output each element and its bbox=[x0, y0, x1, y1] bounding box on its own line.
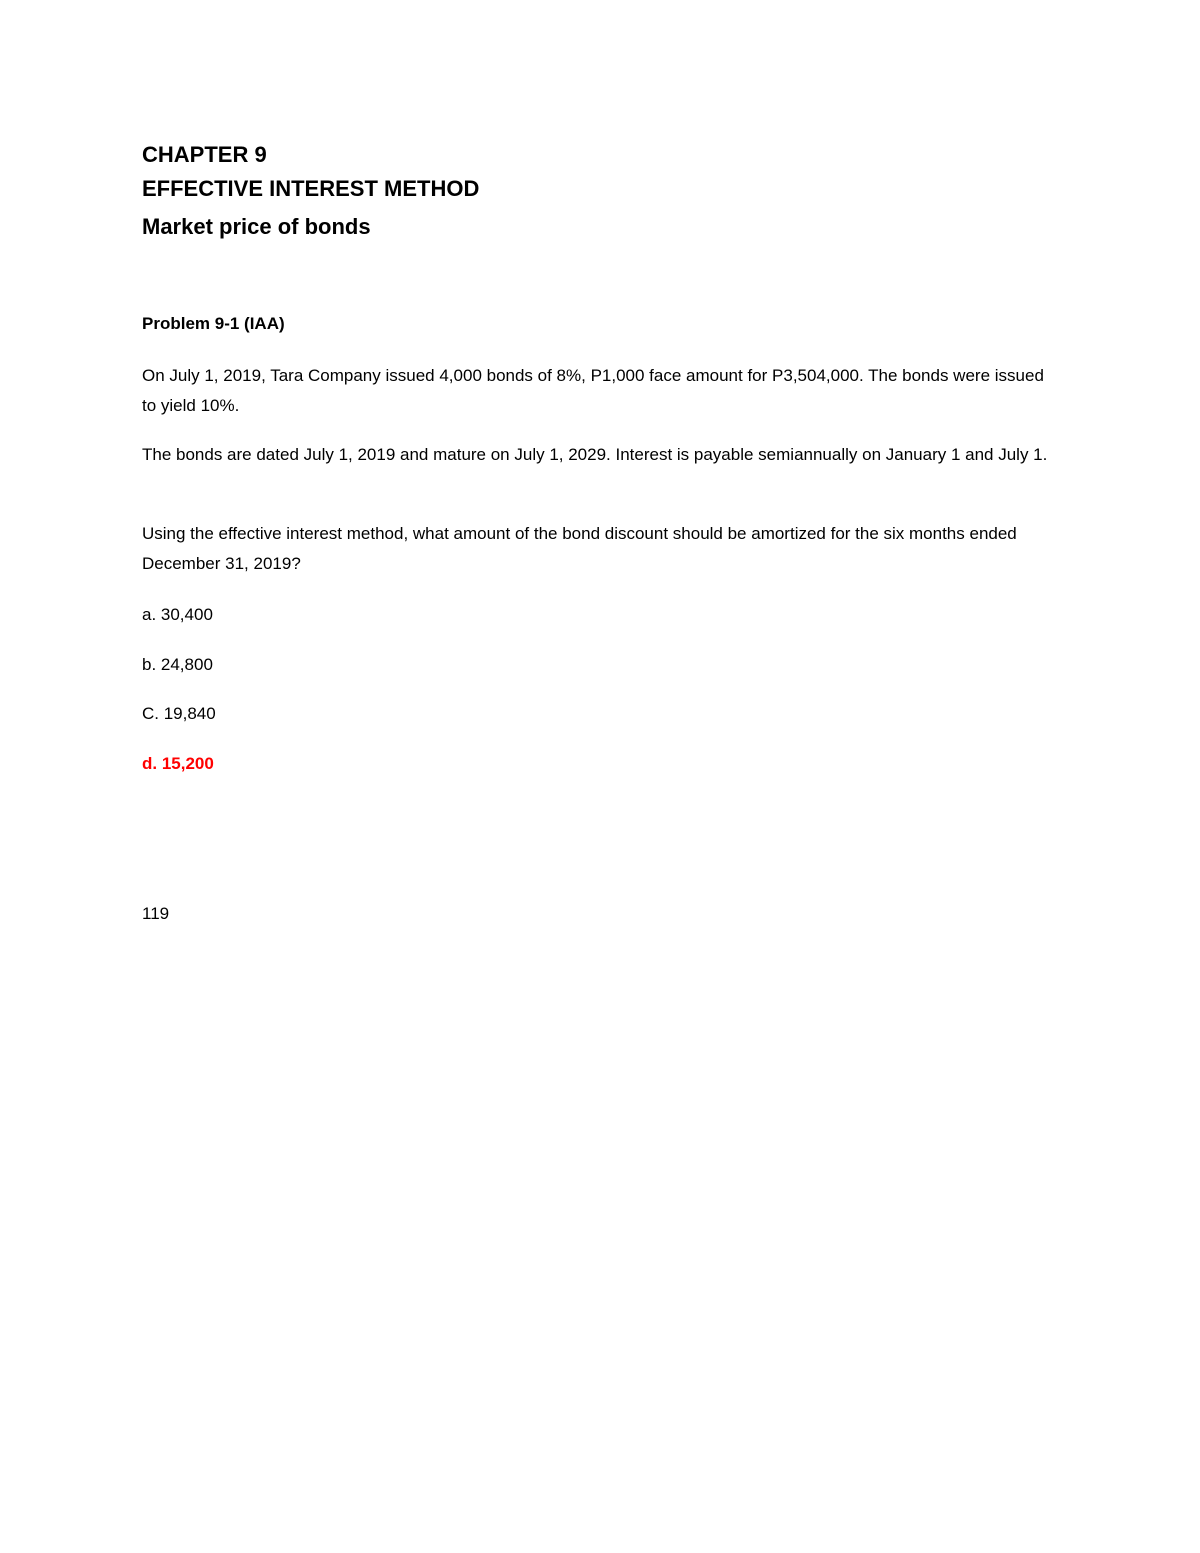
choice-a: a. 30,400 bbox=[142, 605, 213, 624]
page-content bbox=[142, 140, 1062, 923]
choice-b: b. 24,800 bbox=[142, 655, 213, 674]
question-paragraph: Using the effective interest method, what amount of the bond discount should be amortized for the six months ended December 31, 2019? bbox=[142, 524, 1017, 573]
page-number: 119 bbox=[142, 904, 170, 923]
chapter-heading: CHAPTER 9 bbox=[142, 142, 267, 167]
problem-paragraph: On July 1, 2019, Tara Company issued 4,000 bonds of 8%, P1,000 face amount for P3,504,000. The bonds were issued to yield 10%. bbox=[142, 366, 1044, 415]
topic-heading: Market price of bonds bbox=[142, 214, 371, 239]
method-heading: EFFECTIVE INTEREST METHOD bbox=[142, 176, 480, 201]
choice-c: C. 19,840 bbox=[142, 704, 216, 723]
choice-d-answer: d. 15,200 bbox=[142, 754, 214, 773]
problem-paragraph: The bonds are dated July 1, 2019 and mature on July 1, 2029. Interest is payable semiannually on January 1 and July 1. bbox=[142, 445, 1048, 464]
problem-title: Problem 9-1 (IAA) bbox=[142, 314, 285, 333]
